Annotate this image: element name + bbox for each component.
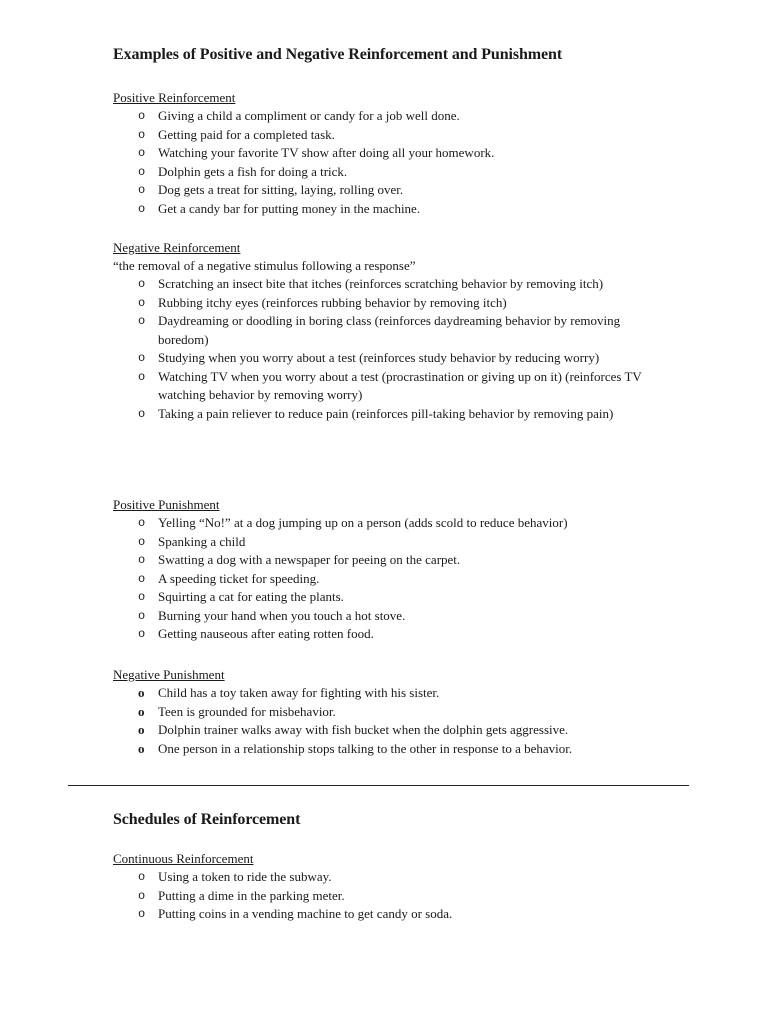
- definition-text: “the removal of a negative stimulus following a response”: [113, 258, 416, 273]
- list-item-text: Studying when you worry about a test (reinforces study behavior by reducing worry): [158, 350, 600, 365]
- list-item: [113, 625, 673, 644]
- list-item-text: Rubbing itchy eyes (reinforces rubbing behavior by removing itch): [158, 294, 507, 310]
- list-item-text: Daydreaming or doodling in boring class (reinforces daydreaming behavior by removing boredom): [158, 313, 621, 347]
- bullet-marker: o: [138, 406, 146, 421]
- bullet-marker: o: [138, 703, 145, 719]
- section-heading: Positive Reinforcement: [113, 90, 236, 105]
- bullet-marker: o: [138, 888, 146, 903]
- section-heading: Positive Punishment: [113, 497, 220, 512]
- list-item: [113, 368, 673, 405]
- list-item: [113, 588, 673, 607]
- list-item-text: Watching TV when you worry about a test (procrastination or giving up on it) (reinforces TV watching behavior by removing worry): [158, 368, 642, 402]
- bullet-marker: o: [138, 295, 146, 310]
- list-item-text: Getting nauseous after eating rotten food.: [158, 626, 374, 641]
- list-item: [113, 312, 673, 349]
- bullet-marker: o: [138, 685, 145, 700]
- list-item: [113, 721, 673, 740]
- bullet-marker: o: [138, 164, 146, 179]
- bullet-marker: o: [138, 369, 146, 384]
- bullet-marker: o: [138, 534, 146, 549]
- list-item: [113, 200, 673, 219]
- bullet-list: [113, 868, 673, 924]
- list-item: [113, 740, 673, 759]
- list-item-text: Burning your hand when you touch a hot stove.: [158, 607, 406, 623]
- list-item-text: Dolphin trainer walks away with fish bucket when the dolphin gets aggressive.: [158, 722, 569, 737]
- list-item-text: Squirting a cat for eating the plants.: [158, 589, 344, 604]
- horizontal-divider: [68, 785, 689, 786]
- bullet-marker: o: [138, 277, 146, 291]
- list-item-text: Swatting a dog with a newspaper for peeing on the carpet.: [158, 552, 461, 567]
- bullet-marker: o: [138, 870, 146, 884]
- bullet-marker: o: [138, 314, 146, 328]
- section-heading: Negative Reinforcement: [113, 240, 241, 255]
- list-item-text: Get a candy bar for putting money in the machine.: [158, 200, 421, 216]
- list-item-text: Taking a pain reliever to reduce pain (reinforces pill-taking behavior by removing pain): [158, 405, 614, 421]
- bullet-list: [113, 684, 673, 758]
- bullet-marker: o: [138, 608, 146, 623]
- bullet-list: [113, 514, 673, 644]
- bullet-marker: o: [138, 127, 146, 142]
- list-item: [113, 163, 673, 182]
- list-item: [113, 887, 673, 906]
- list-item-text: Child has a toy taken away for fighting with his sister.: [158, 685, 440, 700]
- list-item: [113, 294, 673, 313]
- section-negative-punishment: [113, 666, 673, 758]
- list-item: [113, 181, 673, 200]
- list-item-text: One person in a relationship stops talking to the other in response to a behavior.: [158, 740, 573, 756]
- list-item-text: Teen is grounded for misbehavior.: [158, 703, 336, 719]
- bullet-marker: o: [138, 351, 146, 365]
- bullet-marker: o: [138, 516, 146, 530]
- list-item-text: Using a token to ride the subway.: [158, 869, 332, 884]
- list-item: [113, 107, 673, 126]
- bullet-marker: o: [138, 183, 146, 197]
- list-item: [113, 349, 673, 368]
- page-title: Examples of Positive and Negative Reinforcement and Punishment: [113, 46, 563, 63]
- list-item: [113, 868, 673, 887]
- bullet-marker: o: [138, 722, 145, 737]
- bullet-marker: o: [138, 201, 146, 216]
- bullet-list: [113, 275, 673, 423]
- bullet-marker: o: [138, 590, 146, 604]
- list-item-text: Giving a child a compliment or candy for a job well done.: [158, 108, 460, 123]
- list-item: [113, 703, 673, 722]
- list-item: [113, 570, 673, 589]
- list-item: [113, 405, 673, 424]
- bullet-marker: o: [138, 553, 146, 567]
- list-item: [113, 144, 673, 163]
- list-item: [113, 533, 673, 552]
- list-item: [113, 905, 673, 924]
- section-positive-punishment: [113, 496, 673, 644]
- list-item: [113, 607, 673, 626]
- list-item-text: Putting coins in a vending machine to get candy or soda.: [158, 906, 453, 921]
- list-item-text: Watching your favorite TV show after doing all your homework.: [158, 145, 495, 160]
- section-heading: Negative Punishment: [113, 667, 225, 682]
- list-item-text: Dog gets a treat for sitting, laying, rolling over.: [158, 182, 404, 197]
- section-heading: Continuous Reinforcement: [113, 851, 254, 866]
- section-positive-reinforcement: [113, 89, 673, 218]
- bullet-marker: o: [138, 740, 145, 756]
- list-item: [113, 514, 673, 533]
- section-continuous-reinforcement: [113, 850, 673, 924]
- list-item-text: A speeding ticket for speeding.: [158, 570, 320, 586]
- list-item: [113, 126, 673, 145]
- bullet-list: [113, 107, 673, 218]
- list-item-text: Scratching an insect bite that itches (reinforces scratching behavior by removing itch): [158, 276, 604, 291]
- bullet-marker: o: [138, 146, 146, 160]
- list-item: [113, 684, 673, 703]
- bullet-marker: o: [138, 627, 146, 641]
- list-item-text: Putting a dime in the parking meter.: [158, 887, 345, 903]
- section-negative-reinforcement: [113, 239, 673, 423]
- section-title-schedules: Schedules of Reinforcement: [113, 811, 301, 828]
- list-item-text: Spanking a child: [158, 533, 246, 549]
- bullet-marker: o: [138, 571, 146, 586]
- bullet-marker: o: [138, 109, 146, 123]
- list-item-text: Dolphin gets a fish for doing a trick.: [158, 163, 348, 179]
- list-item-text: Yelling “No!” at a dog jumping up on a person (adds scold to reduce behavior): [158, 515, 568, 530]
- list-item-text: Getting paid for a completed task.: [158, 126, 335, 142]
- bullet-marker: o: [138, 907, 146, 921]
- list-item: [113, 275, 673, 294]
- list-item: [113, 551, 673, 570]
